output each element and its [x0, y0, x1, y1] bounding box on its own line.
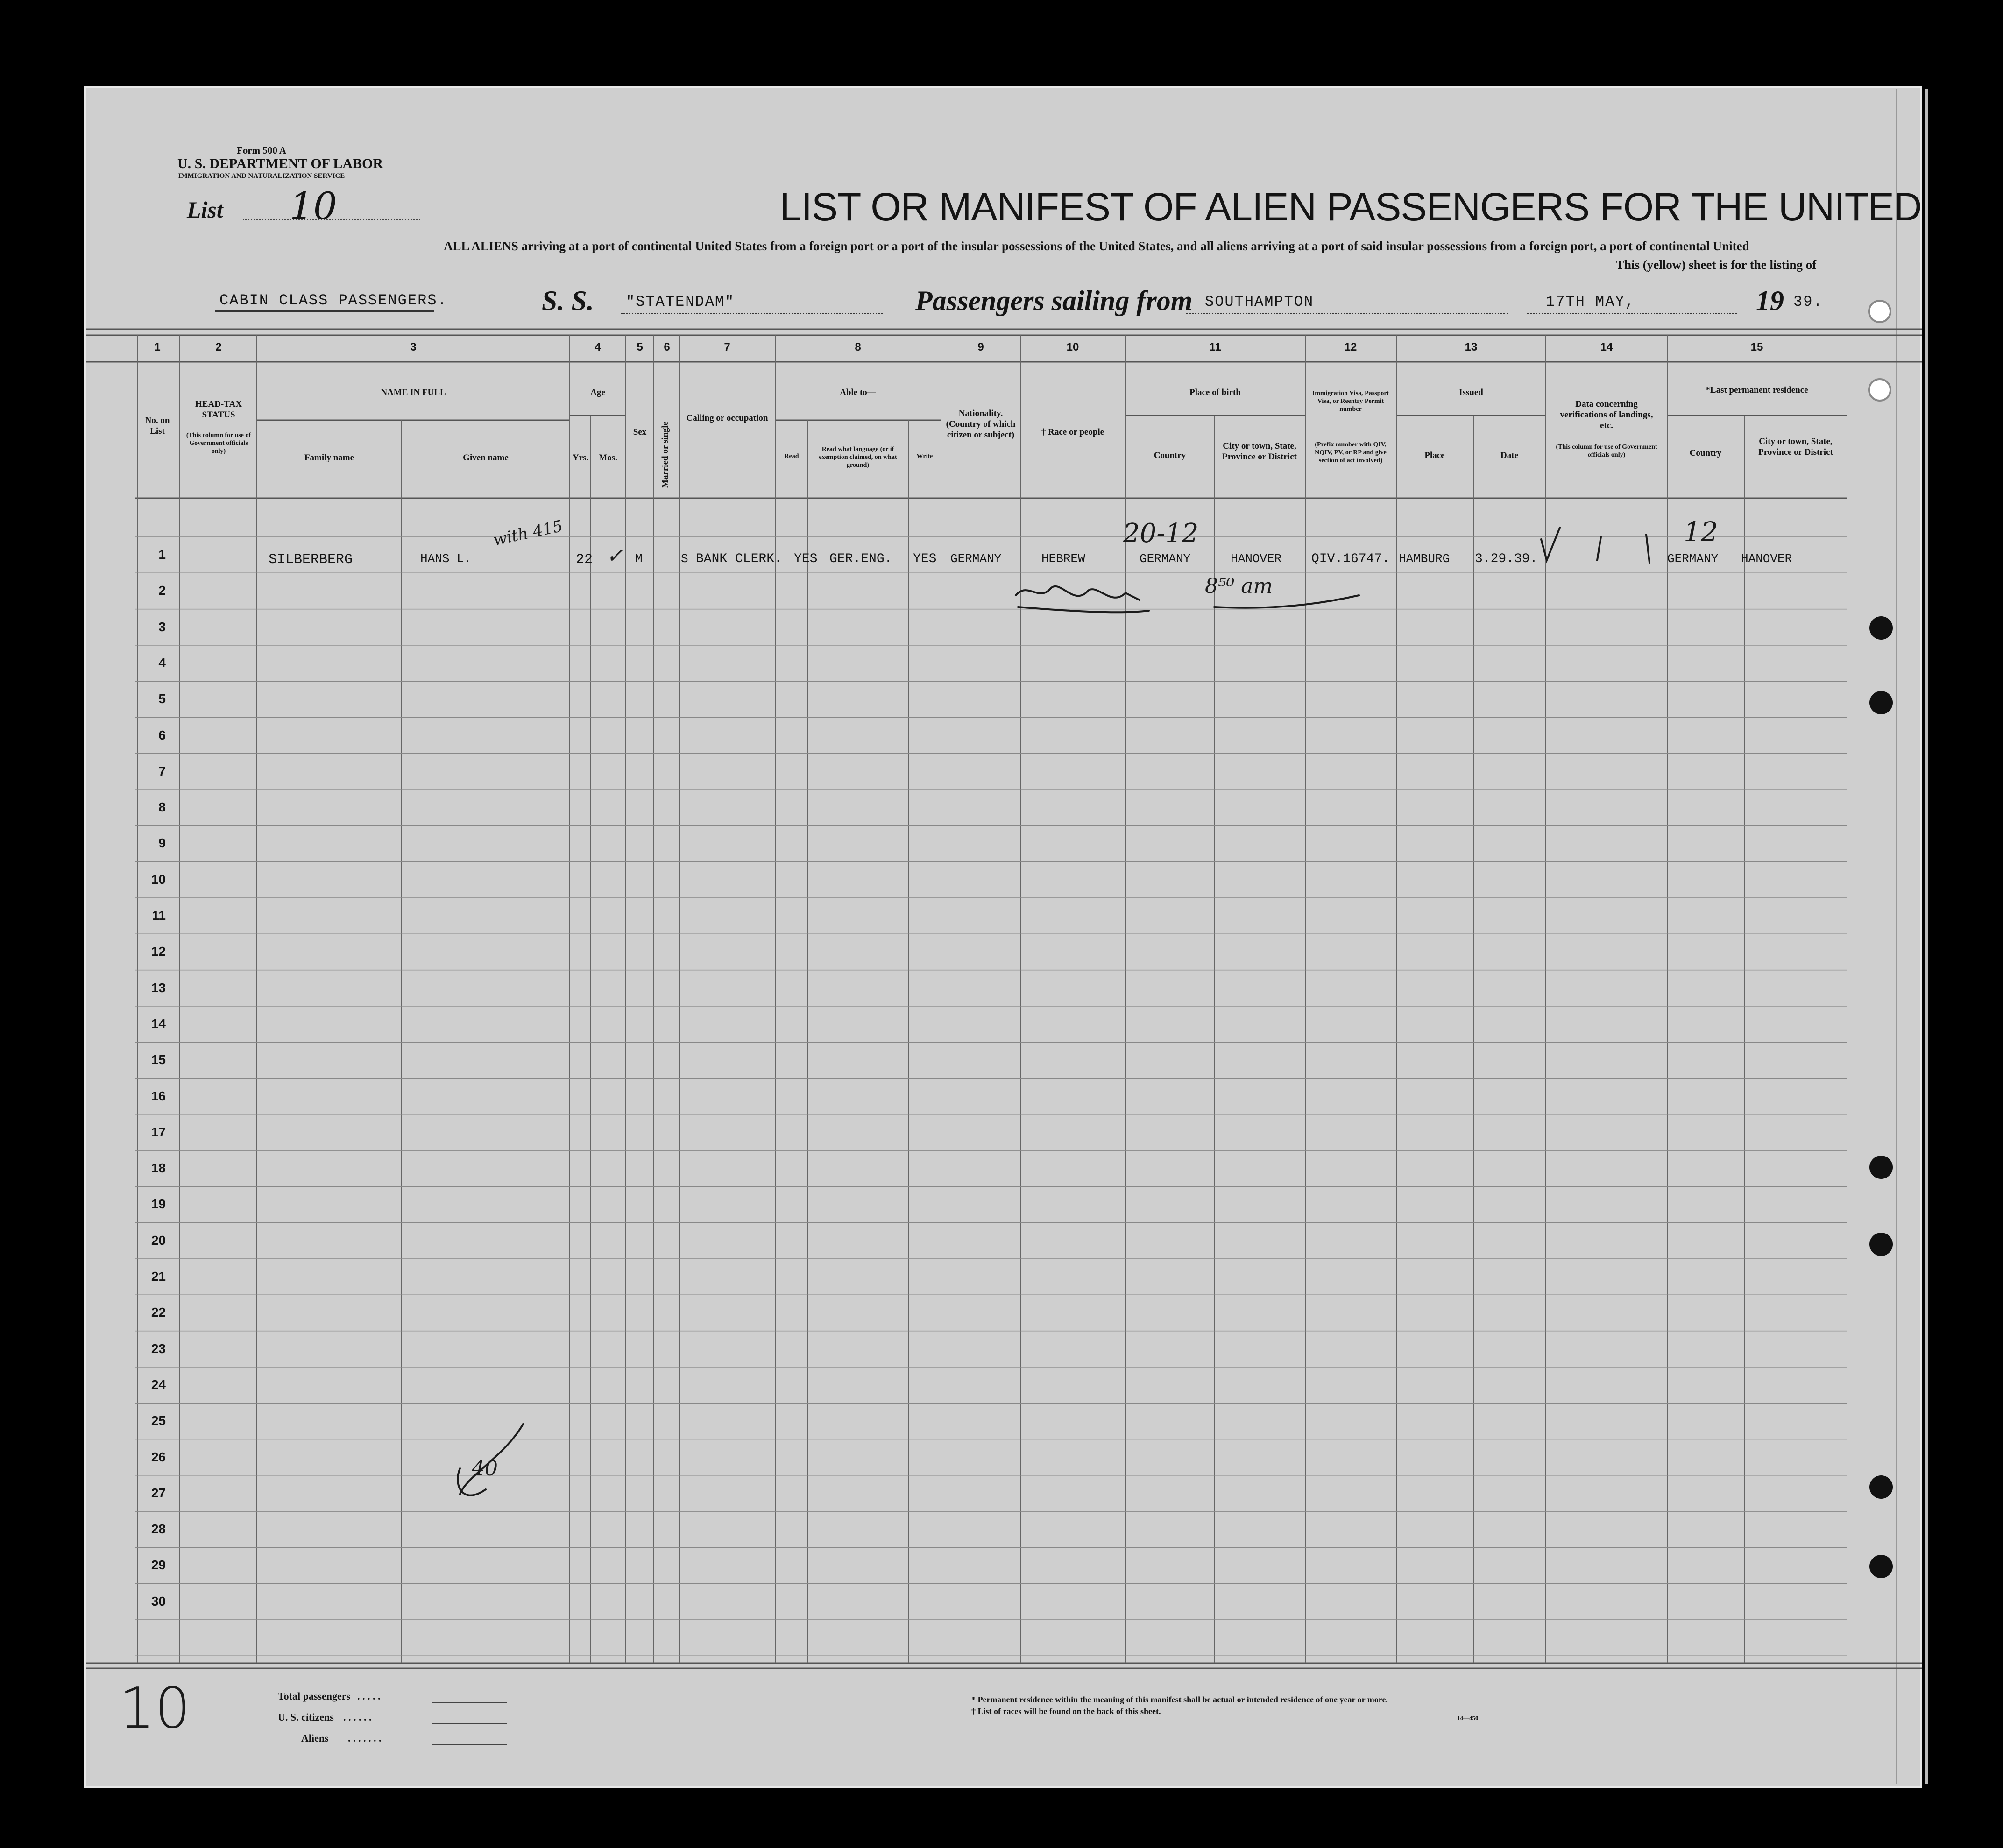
header-place-of-birth: Place of birth — [1189, 388, 1241, 397]
row-number: 6 — [158, 727, 166, 742]
row-number: 29 — [151, 1558, 166, 1573]
column-number: 10 — [1066, 341, 1079, 353]
binder-hole — [1868, 300, 1891, 323]
handwritten-time-note: 8⁵⁰ am — [1205, 574, 1273, 598]
footer-code: 14—450 — [1457, 1714, 1479, 1721]
form-number: Form 500 A — [236, 145, 287, 156]
binder-hole — [1869, 691, 1893, 714]
row-number: 19 — [151, 1197, 166, 1212]
year-suffix: 39. — [1793, 293, 1823, 310]
passenger-given-name: HANS L. — [420, 552, 472, 566]
passenger-birth-country: GERMANY — [1140, 552, 1191, 566]
footnote-permanent-residence: * Permanent residence within the meaning of this manifest shall be actual or intended residence of one year or more. — [971, 1695, 1388, 1704]
header-issued: Issued — [1459, 388, 1483, 397]
header-able-to: Able to— — [840, 388, 876, 397]
handwritten-given-name-note: with 415 — [491, 516, 565, 550]
row-number: 13 — [151, 980, 166, 995]
column-number: 13 — [1465, 341, 1478, 353]
passenger-read: YES — [794, 552, 818, 566]
passenger-residence-city: HANOVER — [1741, 552, 1792, 566]
footer-aliens: Aliens — [301, 1732, 329, 1744]
binder-hole — [1868, 378, 1891, 402]
sailing-label: Passengers sailing from — [915, 285, 1193, 316]
header-no-on-list: No. on List — [145, 416, 170, 436]
header-age-months: Mos. — [599, 453, 617, 463]
column-number: 4 — [595, 341, 601, 353]
header-read-language: Read what language (or if exemption claimed, on what ground) — [819, 446, 897, 469]
column-number: 11 — [1209, 341, 1221, 353]
footer-dots: . . . . . — [357, 1690, 381, 1702]
header-married-single: Married or single — [660, 421, 670, 488]
manifest-title: LIST OR MANIFEST OF ALIEN PASSENGERS FOR THE UNITED — [780, 185, 1922, 229]
header-age: Age — [590, 388, 605, 397]
row-number: 16 — [151, 1088, 166, 1103]
footer-dots: . . . . . . . — [348, 1732, 382, 1744]
binder-hole — [1869, 1233, 1893, 1256]
header-family-name: Family name — [304, 453, 354, 463]
passenger-issued-place: HAMBURG — [1399, 552, 1450, 566]
passenger-nationality: GERMANY — [950, 552, 1002, 566]
year-prefix: 19 — [1756, 285, 1784, 316]
row-note-loop — [458, 1468, 486, 1495]
departure-port: SOUTHAMPTON — [1205, 293, 1314, 310]
row-number: 9 — [158, 836, 166, 851]
check-mark — [1646, 535, 1649, 563]
header-head-tax: HEAD-TAX STATUS — [195, 399, 242, 420]
row-number: 28 — [151, 1522, 166, 1537]
header-issued-place: Place — [1424, 451, 1445, 460]
row-number: 3 — [158, 619, 166, 634]
passenger-write: YES — [913, 552, 937, 566]
check-mark — [1541, 528, 1560, 560]
row-number: 10 — [151, 872, 166, 887]
footer-dots: . . . . . . — [343, 1711, 372, 1723]
department-name: U. S. DEPARTMENT OF LABOR — [177, 156, 383, 172]
age-check-mark: ✓ — [606, 544, 623, 568]
total-passengers-line — [432, 1702, 507, 1703]
time-underline — [1214, 595, 1359, 608]
passenger-residence-country: GERMANY — [1667, 552, 1719, 566]
header-data-note: (This column for use of Government officials only) — [1556, 444, 1657, 458]
footer-us-citizens: U. S. citizens — [278, 1711, 334, 1723]
column-number: 3 — [410, 341, 417, 353]
row-number: 30 — [151, 1594, 166, 1608]
passenger-issued-date: 3.29.39. — [1475, 552, 1538, 566]
column-number: 1 — [154, 341, 161, 353]
row-number: 18 — [151, 1161, 166, 1176]
passenger-marital-status: S — [681, 552, 688, 566]
row-number: 24 — [151, 1377, 166, 1392]
ss-label: S. S. — [542, 285, 594, 316]
binder-hole — [1869, 616, 1893, 640]
header-given-name: Given name — [463, 453, 509, 463]
passenger-race: HEBREW — [1041, 552, 1085, 566]
row-number: 5 — [158, 691, 166, 706]
header-birth-city: City or town, State, Province or District — [1222, 441, 1297, 462]
header-age-years: Yrs. — [572, 453, 589, 463]
handwritten-row-note: 40 — [472, 1457, 498, 1481]
column-number: 9 — [977, 341, 984, 353]
list-label: List — [187, 197, 223, 223]
footer-total-passengers: Total passengers — [278, 1690, 351, 1702]
aliens-line — [432, 1744, 507, 1745]
row-number: 25 — [151, 1413, 166, 1428]
row-number: 4 — [158, 655, 166, 670]
passenger-class: CABIN CLASS PASSENGERS. — [219, 292, 447, 309]
column-number: 14 — [1600, 341, 1613, 353]
header-residence-city: City or town, State, Province or District — [1758, 437, 1833, 457]
ship-name: "STATENDAM" — [626, 293, 735, 310]
header-read: Read — [784, 453, 799, 460]
row-number: 8 — [158, 800, 166, 815]
column-number: 7 — [724, 341, 730, 353]
column-number: 8 — [855, 341, 861, 353]
row-number: 21 — [151, 1269, 166, 1284]
us-citizens-line — [432, 1723, 507, 1724]
binder-hole — [1869, 1156, 1893, 1179]
column-number: 2 — [215, 341, 222, 353]
header-visa-note: (Prefix number with QIV, NQIV, PV, or RP and give section of act involved) — [1315, 441, 1387, 464]
footnote-list-of-races: † List of races will be found on the back of this sheet. — [971, 1707, 1161, 1716]
column-number: 15 — [1750, 341, 1763, 353]
row-number: 7 — [158, 763, 166, 778]
check-mark — [1597, 537, 1601, 560]
row-number: 26 — [151, 1449, 166, 1464]
row-number: 22 — [151, 1305, 166, 1320]
header-nationality: Nationality. (Country of which citizen or subject) — [946, 409, 1016, 440]
sailing-date: 17TH MAY, — [1546, 293, 1635, 310]
signature-underline — [1018, 607, 1149, 612]
header-write: Write — [916, 453, 933, 460]
service-name: IMMIGRATION AND NATURALIZATION SERVICE — [178, 172, 345, 180]
row-note-stroke — [460, 1424, 523, 1494]
binder-hole — [1869, 1475, 1893, 1499]
header-calling: Calling or occupation — [686, 413, 768, 423]
handwritten-residence-note: 12 — [1684, 516, 1718, 548]
header-head-tax-note: (This column for use of Government officials only) — [186, 432, 251, 455]
row-number: 15 — [151, 1052, 166, 1067]
official-signature — [1016, 586, 1140, 600]
header-name-in-full: NAME IN FULL — [381, 388, 446, 397]
list-number: 10 — [290, 184, 337, 228]
manifest-subtitle-2: This (yellow) sheet is for the listing of — [1616, 258, 1817, 272]
manifest-subtitle: ALL ALIENS arriving at a port of continental United States from a foreign port or a port of the insular possessions of the United States, and all aliens arriving at a port of said insular possessions from a foreign port, a port of continental United — [444, 239, 1749, 253]
passenger-language: GER.ENG. — [829, 552, 892, 566]
column-number: 12 — [1344, 341, 1357, 353]
row-number: 14 — [151, 1016, 166, 1031]
handwritten-margin-number: 10 — [119, 1676, 191, 1741]
row-number: 12 — [151, 944, 166, 959]
column-number: 6 — [664, 341, 670, 353]
row-number: 27 — [151, 1485, 166, 1500]
header-birth-country: Country — [1154, 451, 1186, 460]
passenger-sex: M — [635, 552, 643, 566]
header-issued-date: Date — [1500, 451, 1518, 460]
header-residence-country: Country — [1689, 448, 1722, 458]
passenger-occupation: BANK CLERK. — [696, 552, 782, 566]
row-number: 17 — [151, 1124, 166, 1139]
header-data-concerning: Data concerning verifications of landings, etc. — [1560, 399, 1653, 430]
binder-hole — [1869, 1555, 1893, 1578]
passenger-visa-number: QIV.16747. — [1311, 552, 1390, 566]
header-sex: Sex — [633, 427, 647, 437]
header-last-residence: *Last permanent residence — [1706, 385, 1808, 395]
row-number: 1 — [158, 547, 166, 562]
row-number: 2 — [158, 583, 166, 598]
passenger-family-name: SILBERBERG — [269, 552, 353, 568]
passenger-birth-city: HANOVER — [1231, 552, 1282, 566]
row-number: 23 — [151, 1341, 166, 1356]
passenger-age-years: 22 — [576, 552, 593, 568]
column-number: 5 — [637, 341, 643, 353]
header-race: † Race or people — [1041, 427, 1104, 437]
handwritten-birth-note: 20-12 — [1123, 518, 1199, 549]
row-number: 20 — [151, 1233, 166, 1248]
header-visa: Immigration Visa, Passport Visa, or Reentry Permit number — [1312, 390, 1389, 413]
row-number: 11 — [152, 908, 166, 923]
